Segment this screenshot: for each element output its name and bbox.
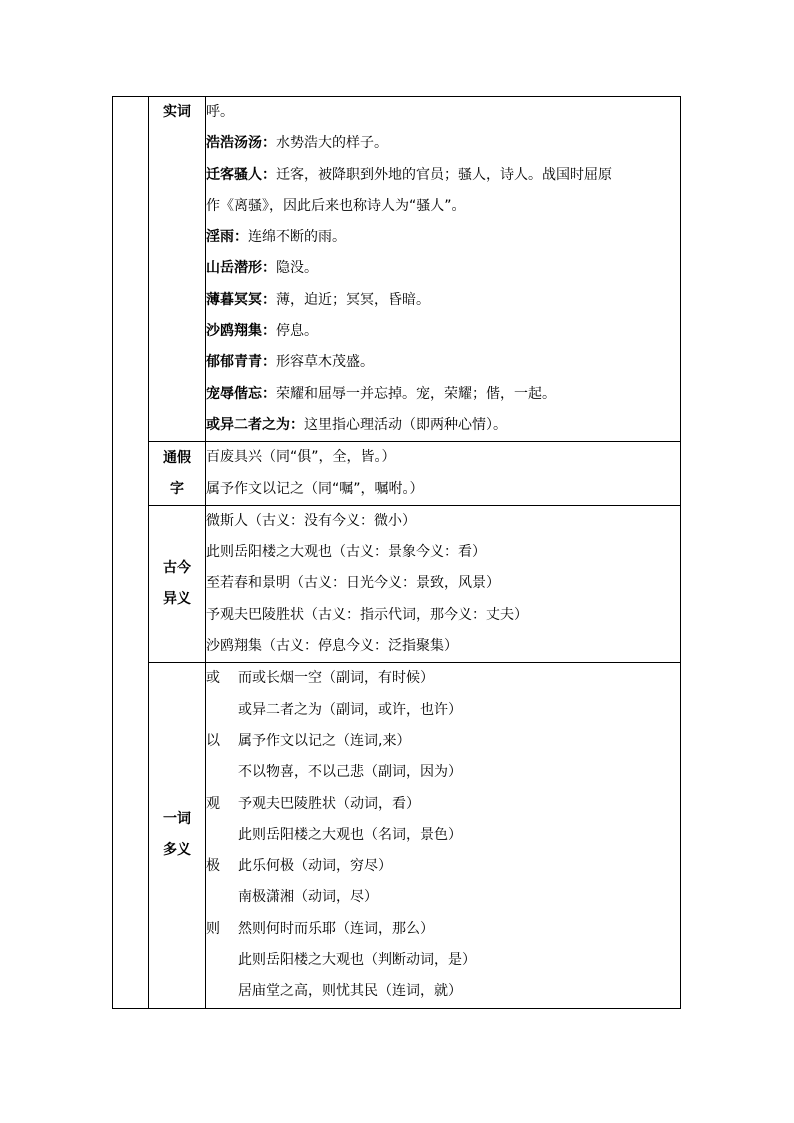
shici-entry (206, 410, 680, 441)
shici-definition: 薄，迫近；冥冥，昏暗。 (276, 291, 430, 308)
tongjia-line: 百废具兴（同“俱”，全，皆。） (206, 449, 396, 466)
yici-sense-line (206, 757, 680, 788)
yici-word: 或 (206, 670, 220, 687)
gujin-content (206, 505, 681, 662)
gujin-line: 微斯人（古义：没有今义：微小） (206, 512, 416, 529)
yici-content (206, 663, 681, 1008)
gujin-line: 此则岳阳楼之大观也（古义：景象今义：看） (206, 544, 486, 561)
tongjia-line: 属予作文以记之（同“嘱”，嘱咐。） (206, 480, 424, 497)
shici-entry (206, 379, 680, 410)
yici-word: 以 (206, 732, 220, 749)
shici-entry (206, 160, 680, 191)
yici-sense: 或异二者之为（副词，或许，也许） (238, 701, 462, 718)
yici-sense: 南极潇湘（动词，尽） (238, 889, 378, 906)
yici-sense-line (206, 695, 680, 726)
yici-sense-line (206, 726, 680, 757)
shici-lead: 呼。 (206, 104, 234, 120)
shici-definition: 这里指心理活动（即两种心情）。 (304, 416, 507, 433)
gujin-line: 予观夫巴陵胜状（古义：指示代词，那今义：丈夫） (206, 606, 528, 623)
label-gujin-b: 异义 (163, 591, 191, 608)
yici-sense: 此则岳阳楼之大观也（名词，景色） (238, 826, 462, 843)
shici-definition-continued: 作《离骚》，因此后来也称诗人为“骚人”。 (206, 197, 466, 214)
yici-sense-line (206, 976, 680, 1007)
gujin-line: 至若春和景明（古义：日光今义：景致，风景） (206, 575, 500, 592)
label-gujin-a: 古今 (163, 560, 191, 577)
row-gujin (113, 505, 681, 662)
shici-term: 沙鸥翔集： (206, 323, 276, 340)
shici-term: 郁郁青青： (206, 354, 276, 371)
yici-sense: 而或长烟一空（副词，有时候） (238, 670, 434, 687)
yici-word: 则 (206, 920, 220, 937)
row-yici (113, 663, 681, 1008)
shici-term: 薄暮冥冥： (206, 291, 276, 308)
gujin-line: 沙鸥翔集（古义：停息今义：泛指聚集） (206, 638, 458, 655)
yici-sense-line (206, 663, 680, 694)
shici-entry (206, 253, 680, 284)
shici-term: 迁客骚人： (206, 166, 276, 183)
yici-sense: 不以物喜，不以己悲（副词，因为） (238, 764, 462, 781)
row-shici (113, 97, 681, 442)
yici-word: 观 (206, 795, 220, 812)
shici-definition: 水势浩大的样子。 (276, 135, 388, 152)
shici-entry (206, 316, 680, 347)
label-yici-a: 一词 (163, 811, 191, 828)
shici-content (206, 97, 681, 442)
shici-entry (206, 222, 680, 253)
shici-term: 浩浩汤汤： (206, 135, 276, 152)
shici-term: 或异二者之为： (206, 416, 304, 433)
yici-sense: 予观夫巴陵胜状（动词，看） (238, 795, 420, 812)
empty-left-column (113, 97, 149, 1009)
yici-sense: 居庙堂之高，则忧其民（连词，就） (238, 983, 462, 1000)
tongjia-content (206, 442, 681, 506)
yici-sense-line (206, 820, 680, 851)
shici-entry (206, 285, 680, 316)
label-tongjia-a: 通假 (163, 449, 191, 466)
label-gujin (149, 505, 206, 662)
yici-sense: 此乐何极（动词，穷尽） (238, 858, 392, 875)
shici-definition: 形容草木茂盛。 (276, 354, 374, 371)
row-tongjia (113, 442, 681, 506)
yici-word: 极 (206, 858, 220, 875)
shici-definition: 迁客，被降职到外地的官员；骚人，诗人。战国时屈原 (276, 166, 612, 183)
yici-sense: 此则岳阳楼之大观也（判断动词，是） (238, 952, 476, 969)
shici-definition: 连绵不断的雨。 (248, 229, 346, 246)
shici-entry (206, 128, 680, 159)
shici-term: 淫雨： (206, 229, 248, 246)
yici-sense-line (206, 945, 680, 976)
yici-sense: 然则何时而乐耶（连词，那么） (238, 920, 434, 937)
yici-sense-line (206, 851, 680, 882)
shici-entries (206, 128, 680, 441)
label-tongjia (149, 442, 206, 506)
yici-sense-line (206, 914, 680, 945)
label-tongjia-b: 字 (170, 480, 184, 497)
yici-sense: 属予作文以记之（连词,来） (238, 732, 411, 749)
label-yici (149, 663, 206, 1008)
label-shici: 实词 (149, 97, 206, 442)
yici-sense-line (206, 789, 680, 820)
yici-sense-line (206, 882, 680, 913)
shici-definition: 荣耀和屈辱一并忘掉。宠，荣耀；偕，一起。 (276, 385, 556, 402)
shici-definition: 停息。 (276, 323, 318, 340)
label-yici-b: 多义 (163, 842, 191, 859)
shici-term: 山岳潜形： (206, 260, 276, 277)
shici-entry (206, 347, 680, 378)
shici-definition: 隐没。 (276, 260, 318, 277)
shici-term: 宠辱偕忘： (206, 385, 276, 402)
notes-table (112, 96, 681, 1009)
